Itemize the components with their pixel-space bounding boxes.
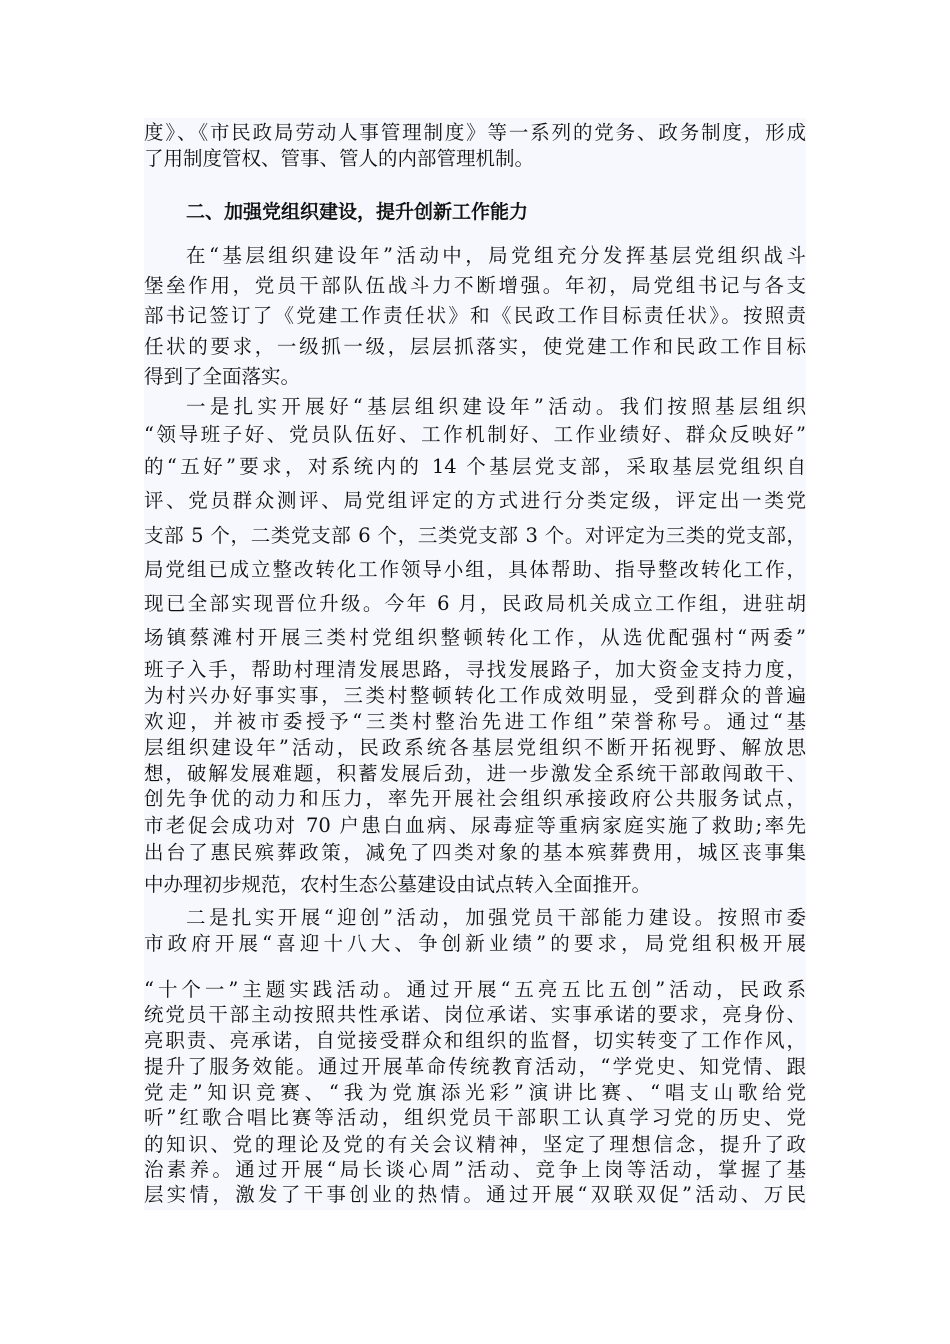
para2-line-16: 出台了惠民殡葬政策，减免了四类对象的基本殡葬费用，城区丧事集 <box>144 841 806 864</box>
para2-line-17: 中办理初步规范，农村生态公墓建设由试点转入全面推开。 <box>144 873 652 896</box>
para2-line-2: “领导班子好、党员队伍好、工作机制好、工作业绩好、群众反映好” <box>144 423 806 446</box>
para3-line-2: 市政府开展“喜迎十八大、争创新业绩”的要求，局党组积极开展 <box>144 932 806 955</box>
para2-line-1: 一是扎实开展好“基层组织建设年”活动。我们按照基层组织 <box>186 395 806 418</box>
para3-line-5: 亮职责、亮承诺，自觉接受群众和组织的监督，切实转变了工作作风， <box>144 1029 806 1052</box>
para2-line-5: 支部 5 个，二类党支部 6 个，三类党支部 3 个。对评定为三类的党支部， <box>144 524 806 547</box>
para1-line-3: 部书记签订了《党建工作责任状》和《民政工作目标责任状》。按照责 <box>144 304 806 327</box>
document-body <box>144 118 806 1210</box>
intro-line-2: 了用制度管权、管事、管人的内部管理机制。 <box>144 147 535 170</box>
para3-line-1: 二是扎实开展“迎创”活动，加强党员干部能力建设。按照市委 <box>186 906 806 929</box>
para3-line-9: 的知识、党的理论及党的有关会议精神，坚定了理想信念，提升了政 <box>144 1133 806 1156</box>
para2-line-15: 市老促会成功对 70 户患白血病、尿毒症等重病家庭实施了救助;率先 <box>144 814 806 837</box>
para2-line-10: 为村兴办好事实事，三类村整顿转化工作成效明显，受到群众的普遍 <box>144 684 806 707</box>
para3-line-8: 听”红歌合唱比赛等活动，组织党员干部职工认真学习党的历史、党 <box>144 1106 806 1129</box>
para2-line-14: 创先争优的动力和压力，率先开展社会组织承接政府公共服务试点， <box>144 787 806 810</box>
para1-line-2: 堡垒作用，党员干部队伍战斗力不断增强。年初，局党组书记与各支 <box>144 274 806 297</box>
para2-line-9: 班子入手，帮助村理清发展思路，寻找发展路子，加大资金支持力度， <box>144 658 806 681</box>
para2-line-12: 层组织建设年”活动，民政系统各基层党组织不断开拓视野、解放思 <box>144 736 806 759</box>
para1-line-1: 在“基层组织建设年”活动中，局党组充分发挥基层党组织战斗 <box>186 244 806 267</box>
para2-line-13: 想，破解发展难题，积蓄发展后劲，进一步激发全系统干部敢闯敢干、 <box>144 762 806 785</box>
para2-line-4: 评、党员群众测评、局党组评定的方式进行分类定级，评定出一类党 <box>144 489 806 512</box>
para3-line-7: 党走”知识竞赛、“我为党旗添光彩”演讲比赛、“唱支山歌给党 <box>144 1081 806 1104</box>
para3-line-11: 层实情，激发了干事创业的热情。通过开展“双联双促”活动、万民 <box>144 1183 806 1206</box>
para2-line-11: 欢迎，并被市委授予“三类村整治先进工作组”荣誉称号。通过“基 <box>144 710 806 733</box>
para2-line-3: 的“五好”要求，对系统内的 14 个基层党支部，采取基层党组织自 <box>144 455 806 478</box>
para2-line-7: 现已全部实现晋位升级。今年 6 月，民政局机关成立工作组，进驻胡 <box>144 592 806 615</box>
para3-line-4: 统党员干部主动按照共性承诺、岗位承诺、实事承诺的要求，亮身份、 <box>144 1003 806 1026</box>
para1-line-4: 任状的要求，一级抓一级，层层抓落实，使党建工作和民政工作目标 <box>144 335 806 358</box>
para3-line-3: “十个一”主题实践活动。通过开展“五亮五比五创”活动，民政系 <box>144 978 806 1001</box>
para2-line-6: 局党组已成立整改转化工作领导小组，具体帮助、指导整改转化工作， <box>144 558 806 581</box>
para3-line-10: 治素养。通过开展“局长谈心周”活动、竞争上岗等活动，掌握了基 <box>144 1158 806 1181</box>
intro-line-1: 度》、《市民政局劳动人事管理制度》等一系列的党务、政务制度，形成 <box>144 121 806 144</box>
para3-line-6: 提升了服务效能。通过开展革命传统教育活动，“学党史、知党情、跟 <box>144 1055 806 1078</box>
section-heading: 二、加强党组织建设，提升创新工作能力 <box>186 201 529 223</box>
para2-line-8: 场镇蔡滩村开展三类村党组织整顿转化工作，从选优配强村“两委” <box>144 626 806 649</box>
para1-line-5: 得到了全面落实。 <box>144 365 301 388</box>
